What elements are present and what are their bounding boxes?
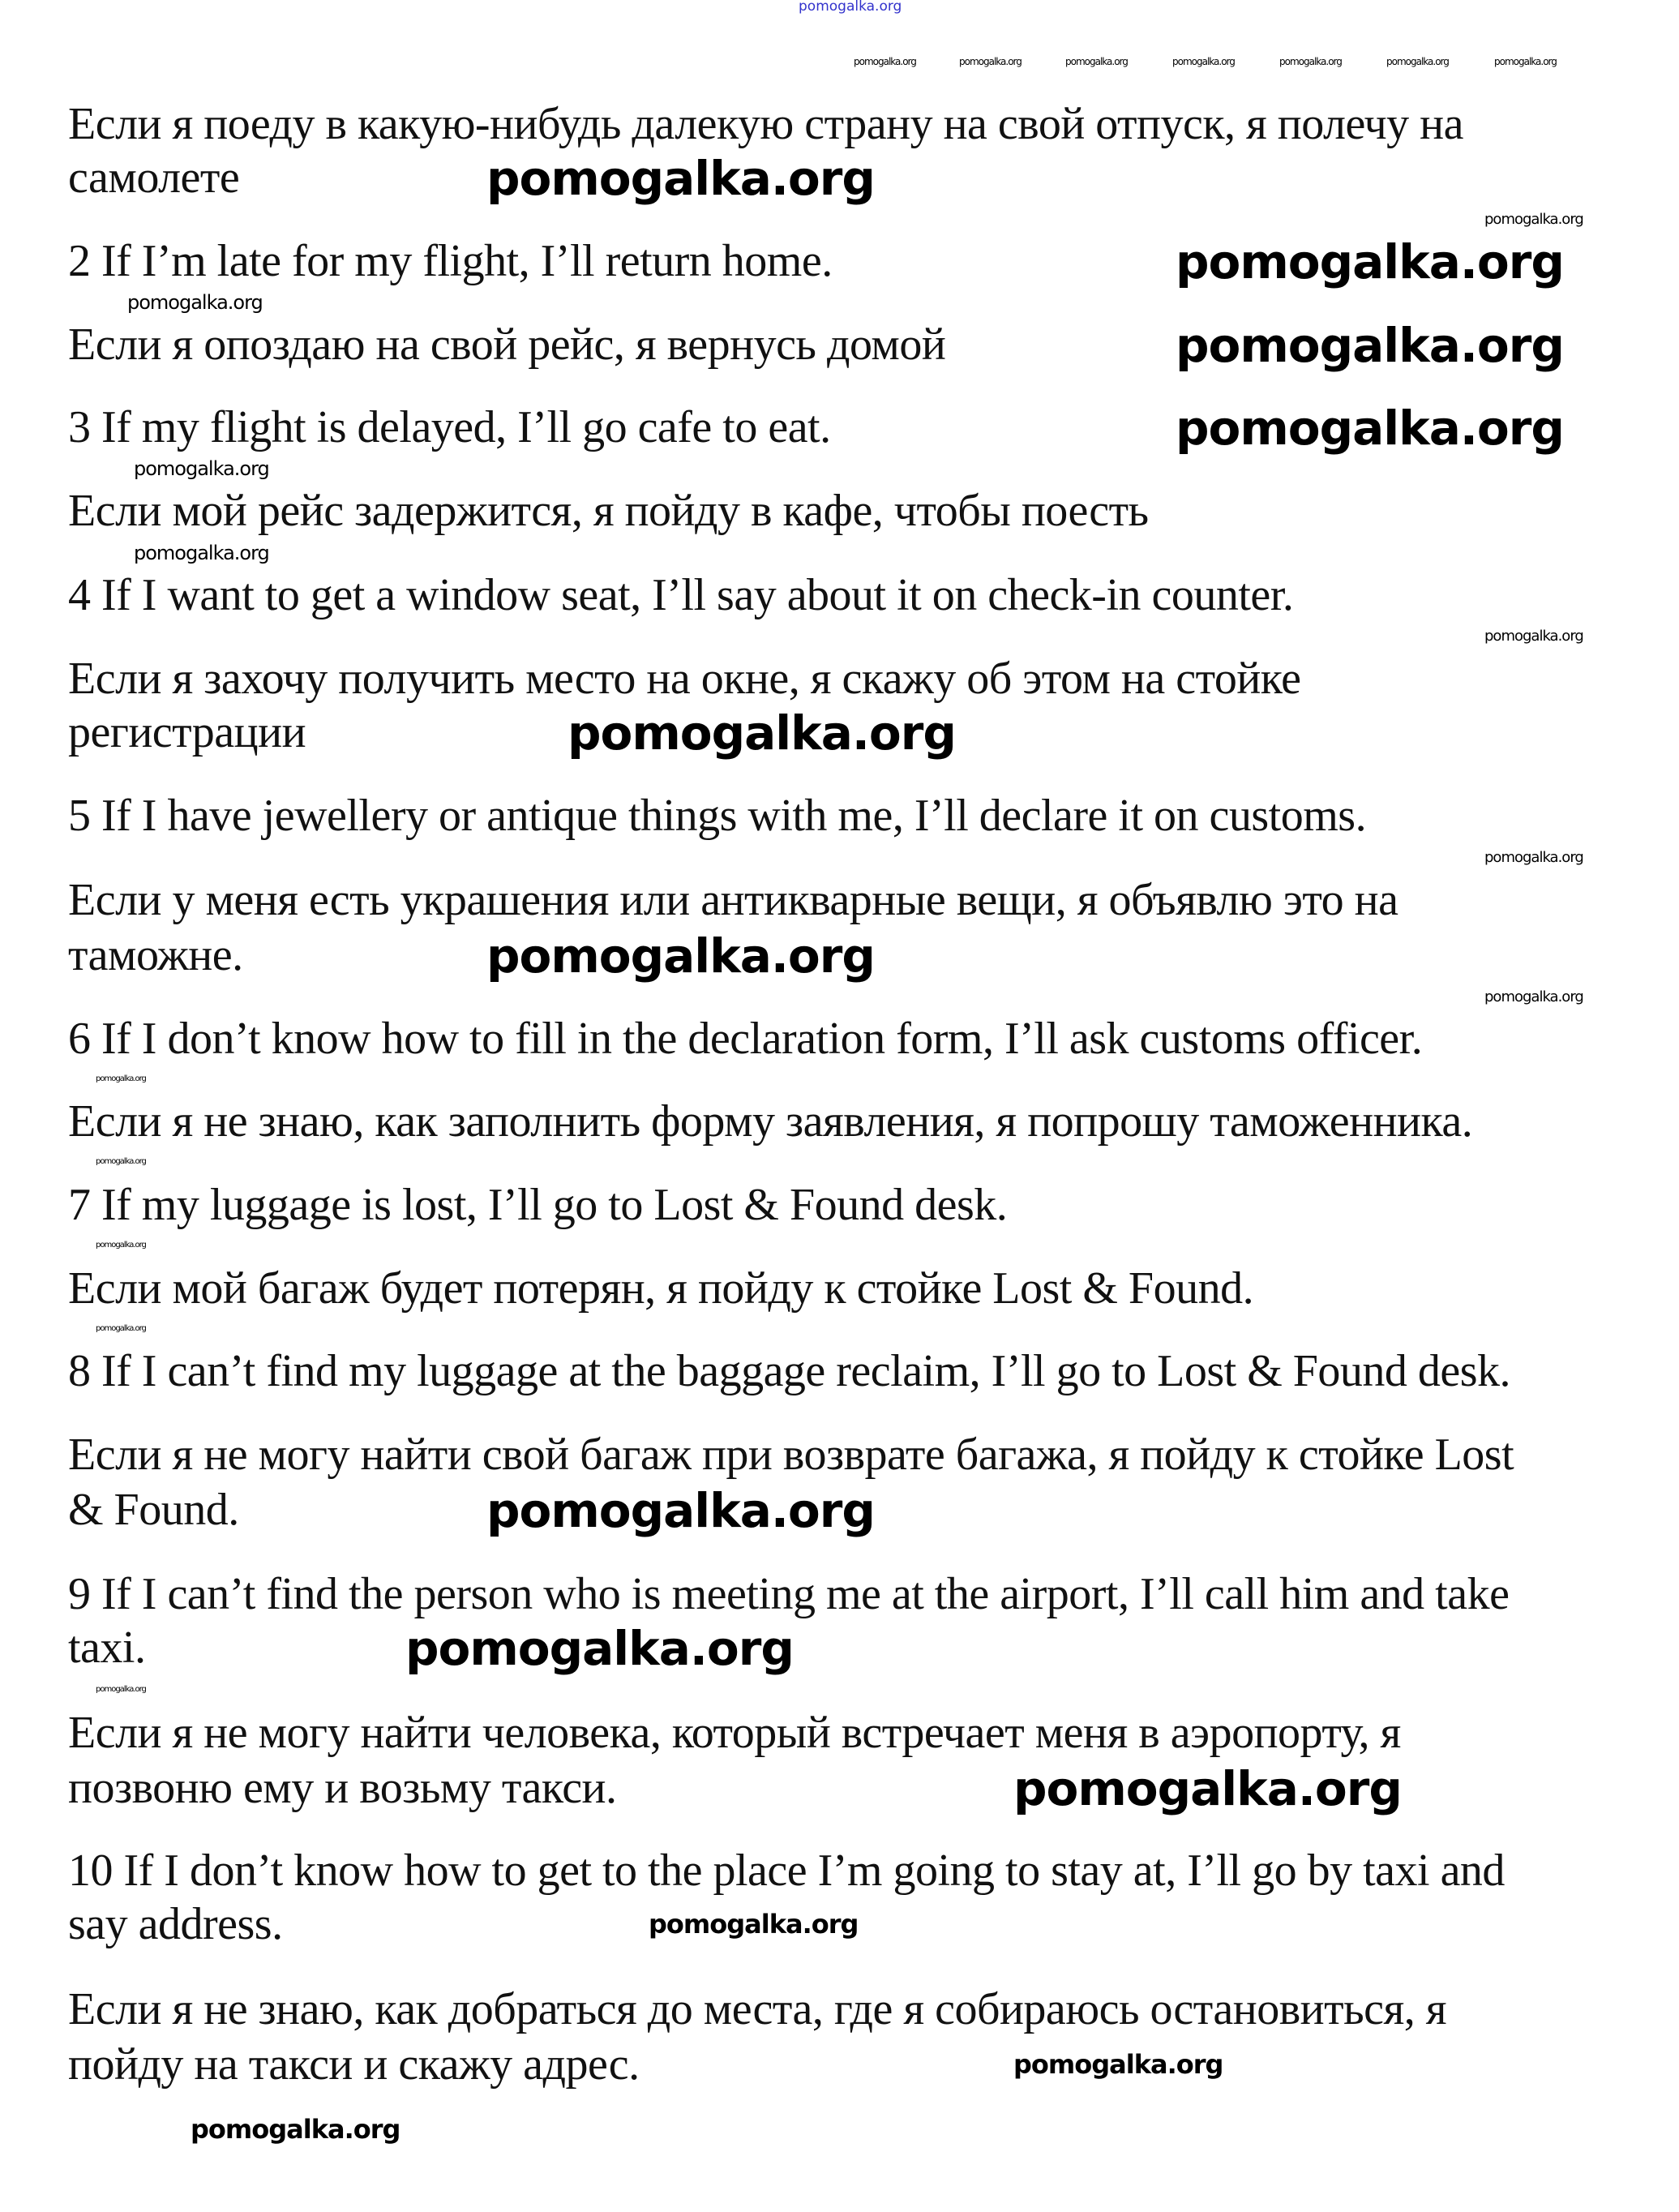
watermark: pomogalka.org [486,151,875,206]
text-line: 8 If I can’t find my luggage at the baggage reclaim, I’ll go to Lost & Found desk. [68,1346,1511,1396]
watermark: pomogalka.org [568,705,956,761]
text-line: 4 If I want to get a window seat, I’ll say about it on check-in counter. [68,570,1294,620]
watermark: pomogalka.org [649,1909,859,1940]
watermark: pomogalka.org [486,1483,875,1538]
watermark: pomogalka.org [486,928,875,984]
text-line: Если я опоздаю на свой рейс, я вернусь домой [68,319,946,370]
text-line: Если мой рейс задержится, я пойду в кафе, чтобы поесть [68,486,1149,536]
text-line: пойду на такси и скажу адрес. [68,2039,640,2090]
watermark: pomogalka.org [1279,56,1342,67]
watermark: pomogalka.org [134,457,269,480]
watermark: pomogalka.org [1484,988,1583,1005]
watermark: pomogalka.org [1386,56,1449,67]
text-line: Если мой багаж будет потерян, я пойду к стойке Lost & Found. [68,1263,1254,1314]
text-line: самолете [68,152,240,203]
watermark: pomogalka.org [405,1621,794,1676]
text-line: Если я не знаю, как добраться до места, где я собираюсь остановиться, я [68,1984,1447,2034]
watermark: pomogalka.org [127,291,263,314]
text-line: таможне. [68,930,243,980]
watermark: pomogalka.org [96,1685,146,1694]
header-watermark-link[interactable]: pomogalka.org [799,0,902,15]
watermark: pomogalka.org [96,1157,146,1166]
watermark: pomogalka.org [96,1241,146,1250]
text-line: 10 If I don’t know how to get to the place I’m going to stay at, I’ll go by taxi and [68,1845,1505,1896]
watermark: pomogalka.org [1484,849,1583,866]
watermark: pomogalka.org [1065,56,1128,67]
watermark: pomogalka.org [1013,1761,1402,1816]
watermark: pomogalka.org [96,1324,146,1333]
text-line: taxi. [68,1623,146,1673]
watermark: pomogalka.org [134,542,269,564]
watermark: pomogalka.org [854,56,916,67]
text-line: Если я захочу получить место на окне, я скажу об этом на стойке [68,654,1301,704]
text-line: Если я поеду в какую-нибудь далекую страну на свой отпуск, я полечу на [68,99,1463,149]
text-line: & Found. [68,1485,239,1535]
watermark: pomogalka.org [1176,318,1564,373]
watermark: pomogalka.org [1013,2049,1223,2080]
watermark: pomogalka.org [96,1074,146,1083]
watermark: pomogalka.org [1176,234,1564,289]
text-line: say address. [68,1899,283,1949]
text-line: Если я не знаю, как заполнить форму заявления, я попрошу таможенника. [68,1096,1473,1147]
watermark: pomogalka.org [1494,56,1557,67]
watermark: pomogalka.org [959,56,1022,67]
text-line: 6 If I don’t know how to fill in the declaration form, I’ll ask customs officer. [68,1014,1423,1064]
text-line: Если я не могу найти свой багаж при возврате багажа, я пойду к стойке Lost [68,1430,1514,1480]
text-line: 9 If I can’t find the person who is meeting me at the airport, I’ll call him and take [68,1569,1510,1619]
text-line: Если у меня есть украшения или антикварные вещи, я объявлю это на [68,875,1398,925]
text-line: 3 If my flight is delayed, I’ll go cafe to eat. [68,402,831,452]
text-line: 2 If I’m late for my flight, I’ll return home. [68,236,833,286]
watermark: pomogalka.org [1484,628,1583,645]
watermark: pomogalka.org [1172,56,1235,67]
text-line: позвоню ему и возьму такси. [68,1763,617,1813]
text-line: регистрации [68,707,306,757]
text-line: 5 If I have jewellery or antique things with me, I’ll declare it on customs. [68,791,1367,841]
watermark: pomogalka.org [1176,401,1564,456]
text-line: 7 If my luggage is lost, I’ll go to Lost & Found desk. [68,1180,1008,1230]
text-line: Если я не могу найти человека, который встречает меня в аэропорту, я [68,1708,1401,1758]
watermark: pomogalka.org [1484,211,1583,228]
watermark: pomogalka.org [191,2114,400,2145]
